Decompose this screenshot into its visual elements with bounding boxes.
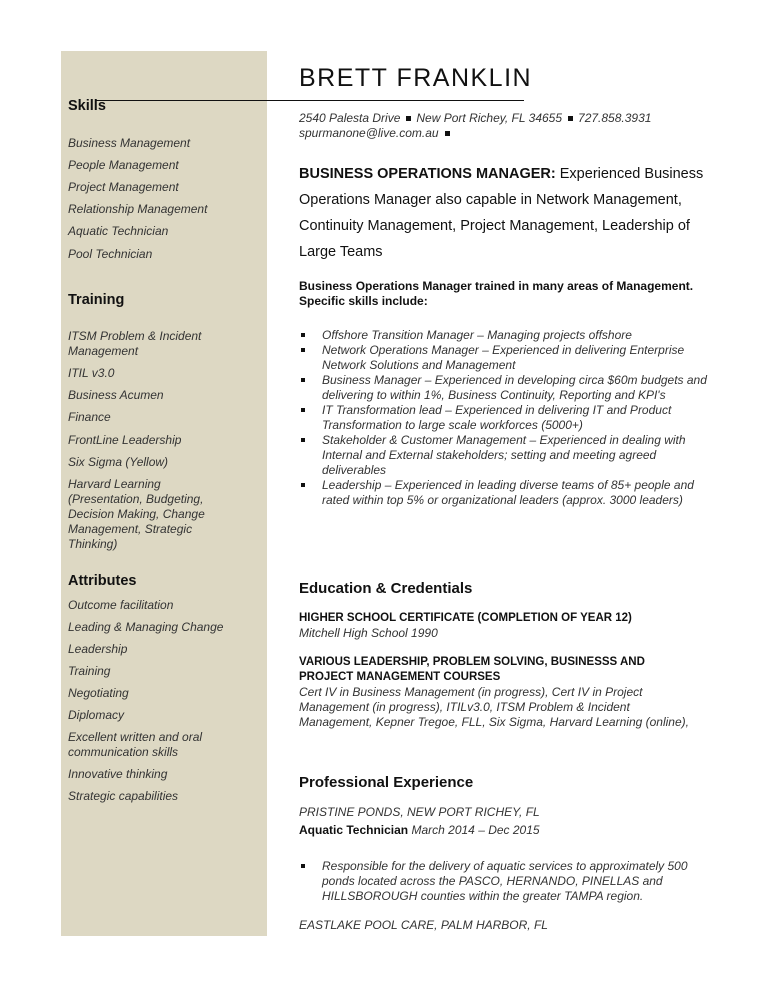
- list-item: IT Transformation lead – Experienced in delivering IT and Product Transformation to large scale workforces (5000+): [299, 403, 709, 433]
- attribute-item: Strategic capabilities: [68, 789, 179, 803]
- contact-address: 2540 Palesta Drive: [299, 111, 401, 125]
- attribute-item: Negotiating: [68, 686, 129, 700]
- attributes-list: [68, 598, 243, 804]
- header-divider: [96, 100, 524, 101]
- contact-info: [299, 111, 719, 141]
- contact-city: New Port Richey, FL 34655: [416, 111, 563, 125]
- candidate-name: BRETT FRANKLIN: [299, 64, 533, 92]
- bullet-square-icon: [301, 348, 305, 352]
- training-item: ITIL v3.0: [68, 366, 115, 380]
- experience-heading: Professional Experience: [299, 774, 474, 791]
- training-item: ITSM Problem & Incident Management: [68, 329, 202, 358]
- job-role: Aquatic Technician: [299, 823, 409, 837]
- skill-bullets: [299, 328, 709, 508]
- education-title: HIGHER SCHOOL CERTIFICATE (COMPLETION OF YEAR 12): [299, 612, 632, 624]
- training-list: [68, 329, 243, 552]
- bullet-square-icon: [301, 333, 305, 337]
- bullet-square-icon: [301, 483, 305, 487]
- attribute-item: Leadership: [68, 642, 128, 656]
- bullet-square-icon: [301, 408, 305, 412]
- skill-item: Aquatic Technician: [68, 224, 169, 238]
- training-item: Finance: [68, 410, 111, 424]
- skill-item: Relationship Management: [68, 202, 208, 216]
- job-entry: [299, 805, 699, 838]
- list-item: Stakeholder & Customer Management – Experienced in dealing with Internal and External stakeholders; setting and meeting agreed deliverables: [299, 433, 709, 478]
- attributes-heading: Attributes: [68, 573, 137, 589]
- list-item: Leadership – Experienced in leading diverse teams of 85+ people and rated within top 5% or organizational leaders (approx. 3000 leaders): [299, 478, 709, 508]
- skill-item: Pool Technician: [68, 247, 153, 261]
- job-dates: March 2014 – Dec 2015: [411, 823, 540, 837]
- education-title: VARIOUS LEADERSHIP, PROBLEM SOLVING, BUSINESSS AND PROJECT MANAGEMENT COURSES: [299, 656, 645, 683]
- skills-intro: Business Operations Manager trained in many areas of Management. Specific skills include:: [299, 279, 694, 308]
- education-item: [299, 611, 699, 641]
- training-item: Business Acumen: [68, 388, 164, 402]
- attribute-item: Innovative thinking: [68, 767, 168, 781]
- skill-item: People Management: [68, 158, 179, 172]
- education-detail: Cert IV in Business Management (in progress), Cert IV in Project Management (in progress), ITILv3.0, ITSM Problem & Incident Management, Kepner Tregoe, FLL, Six Sigma, Harvard Learning (online),: [299, 685, 689, 729]
- list-item: Business Manager – Experienced in developing circa $60m budgets and delivering to within 1%, Business Continuity, Reporting and KPI's: [299, 373, 709, 403]
- training-item: Six Sigma (Yellow): [68, 455, 169, 469]
- list-item: Offshore Transition Manager – Managing projects offshore: [299, 328, 709, 343]
- separator-square-icon: [406, 116, 411, 121]
- list-item: Responsible for the delivery of aquatic services to approximately 500 ponds located across the PASCO, HERNANDO, PINELLAS and HILLSBOROUGH counties within the greater TAMPA region.: [299, 859, 709, 904]
- contact-phone: 727.858.3931: [578, 111, 652, 125]
- attribute-item: Diplomacy: [68, 708, 125, 722]
- contact-email[interactable]: spurmanone@live.com.au: [299, 126, 439, 140]
- job-role-line: [299, 823, 699, 838]
- separator-square-icon: [568, 116, 573, 121]
- education-item: [299, 655, 699, 730]
- attribute-item: Outcome facilitation: [68, 598, 174, 612]
- attribute-item: Training: [68, 664, 111, 678]
- training-item: Harvard Learning (Presentation, Budgeting, Decision Making, Change Management, Strategic Thinking): [68, 477, 205, 551]
- job-bullets: [299, 859, 709, 904]
- summary: [299, 161, 709, 265]
- skill-item: Business Management: [68, 136, 191, 150]
- job-employer: EASTLAKE POOL CARE, PALM HARBOR, FL: [299, 918, 548, 932]
- skills-list: [68, 136, 263, 269]
- training-item: FrontLine Leadership: [68, 433, 182, 447]
- skill-item: Project Management: [68, 180, 179, 194]
- bullet-square-icon: [301, 864, 305, 868]
- attribute-item: Excellent written and oral communication skills: [68, 730, 203, 759]
- training-heading: Training: [68, 292, 125, 308]
- separator-square-icon: [445, 131, 450, 136]
- education-detail: Mitchell High School 1990: [299, 626, 438, 640]
- job-employer: PRISTINE PONDS, NEW PORT RICHEY, FL: [299, 805, 540, 819]
- summary-title: BUSINESS OPERATIONS MANAGER:: [299, 166, 556, 182]
- summary-text: Experienced Business Operations Manager also capable in Network Management, Continuity Management, Project Management, Leadership of Large Teams: [299, 166, 704, 260]
- education-heading: Education & Credentials: [299, 580, 473, 597]
- bullet-square-icon: [301, 378, 305, 382]
- bullet-square-icon: [301, 438, 305, 442]
- skills-heading: Skills: [68, 98, 106, 114]
- attribute-item: Leading & Managing Change: [68, 620, 224, 634]
- list-item: Network Operations Manager – Experienced in delivering Enterprise Network Solutions and Management: [299, 343, 709, 373]
